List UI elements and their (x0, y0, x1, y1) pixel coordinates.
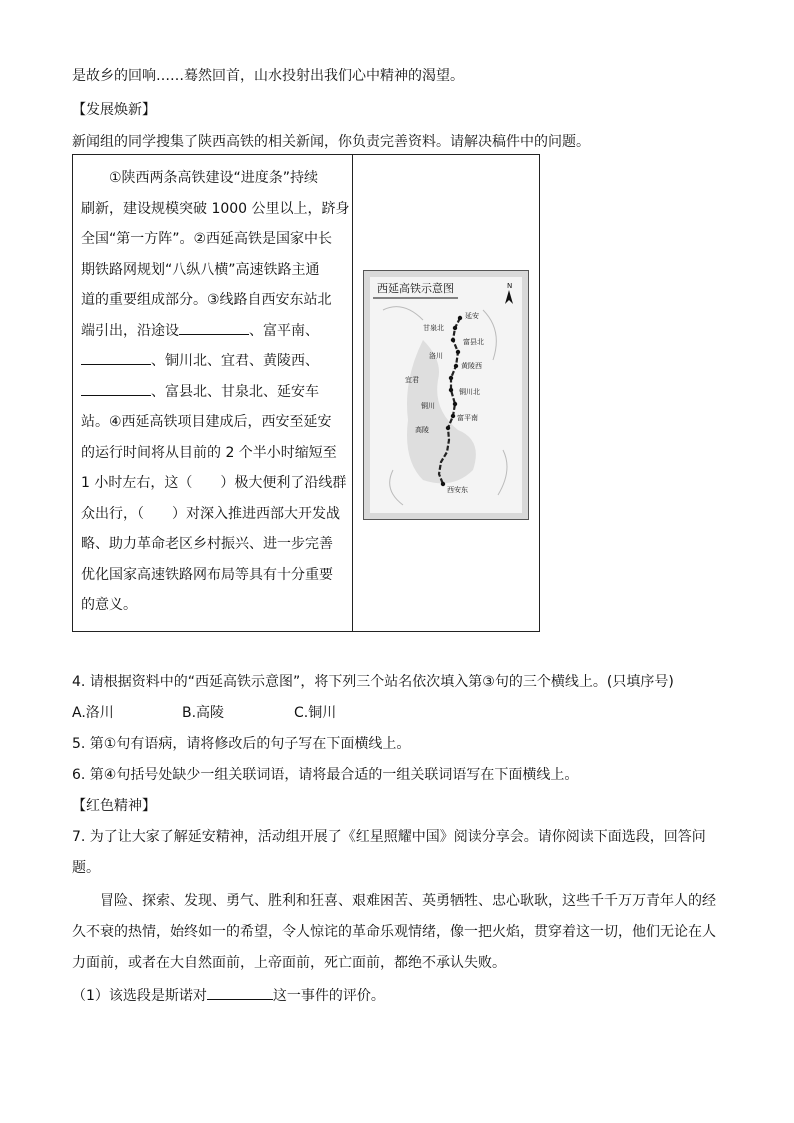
material-line (81, 163, 347, 194)
station-label: 甘泉北 (423, 324, 444, 332)
material-line (81, 499, 347, 530)
station-label: 铜川北 (459, 388, 480, 396)
material-line-text: ①陕西两条高铁建设“进度条”持续 (81, 170, 319, 186)
station-dot (458, 316, 462, 320)
station-label: 西安东 (447, 486, 468, 494)
section-title-development: 【发展焕新】 (72, 102, 156, 118)
station-label: 高陵 (415, 426, 429, 434)
station-dot (441, 482, 445, 486)
station-label: 铜川 (421, 402, 435, 410)
material-line-text: 、富平南、 (249, 322, 319, 339)
question-5: 5. 第①句有语病，请将修改后的句子写在下面横线上。 (72, 736, 411, 752)
material-table (72, 154, 540, 632)
material-line-text: 期铁路网规划“八纵八横”高速铁路主通 (81, 261, 320, 278)
station-dot (446, 426, 450, 430)
intro-line: 是故乡的回响……蓦然回首，山水投射出我们心中精神的渴望。 (72, 68, 464, 84)
material-line (81, 438, 347, 469)
material-line (81, 590, 347, 621)
station-dot (453, 326, 457, 330)
station-dot (449, 388, 453, 392)
station-label: 黄陵西 (461, 362, 482, 370)
passage-line-3: 力面前，或者在大自然面前，上帝面前，死亡面前，都绝不承认失败。 (72, 955, 506, 971)
station-blank[interactable] (81, 350, 151, 365)
material-line-text: 众出行，（ ）对深入推进西部大开发战 (81, 505, 340, 522)
sub1-prefix: （1）该选段是斯诺对 (72, 988, 207, 1004)
station-dot (453, 402, 457, 406)
station-dot (451, 338, 455, 342)
section-title-red: 【红色精神】 (72, 798, 156, 814)
material-line-text: 优化国家高速铁路网布局等具有十分重要 (81, 566, 333, 583)
section-desc: 新闻组的同学搜集了陕西高铁的相关新闻，你负责完善资料。请解决稿件中的问题。 (72, 134, 590, 150)
map-title: 西延高铁示意图 (377, 282, 454, 295)
north-label: N (507, 282, 513, 290)
station-label: 宜君 (405, 376, 419, 384)
sub1-suffix: 这一事件的评价。 (272, 988, 385, 1004)
station-dot (454, 364, 458, 368)
material-line-text: 、富县北、甘泉北、延安车 (151, 383, 319, 400)
station-label: 富平南 (457, 414, 478, 422)
answer-blank[interactable] (207, 985, 273, 1000)
material-line (81, 285, 347, 316)
question-4-options (72, 703, 336, 723)
material-line-text: 、铜川北、宜君、黄陵西、 (151, 353, 319, 369)
material-line (81, 560, 347, 591)
material-line-text: 站。④西延高铁项目建成后，西安至延安 (81, 414, 332, 430)
option-c: C.铜川 (294, 705, 337, 721)
option-b: B.高陵 (182, 705, 225, 721)
station-blank[interactable] (81, 381, 151, 396)
material-line-text: 的意义。 (81, 597, 137, 613)
rail-map (363, 270, 529, 520)
material-line (81, 377, 347, 408)
option-a: A.洛川 (72, 705, 114, 721)
question-7-line2: 题。 (72, 860, 100, 876)
material-line-text: 全国“第一方阵”。②西延高铁是国家中长 (81, 231, 333, 247)
station-label: 延安 (465, 312, 479, 320)
material-line-text: 的运行时间将从目前的 2 个半小时缩短至 (81, 444, 337, 461)
material-line (81, 407, 347, 438)
station-dot (456, 350, 460, 354)
station-blank[interactable] (179, 320, 249, 335)
material-line (81, 468, 347, 499)
material-line (81, 316, 347, 347)
question-7-line1: 7. 为了让大家了解延安精神，活动组开展了《红星照耀中国》阅读分享会。请你阅读下面选段，回答问 (72, 829, 706, 845)
material-line-text: 刷新，建设规模突破 1000 公里以上，跻身 (81, 200, 350, 217)
material-line-text: 端引出，沿途设 (81, 322, 179, 339)
question-4: 4. 请根据资料中的“西延高铁示意图”，将下列三个站名依次填入第③句的三个横线上。(只填序号) (72, 674, 674, 690)
passage-line-2: 久不衰的热情，始终如一的希望，令人惊诧的革命乐观情绪，像一把火焰，贯穿着这一切，他们无论在人 (72, 924, 716, 940)
material-line-text: 道的重要组成部分。③线路自西安东站北 (81, 292, 332, 308)
passage-line-1: 冒险、探索、发现、勇气、胜利和狂喜、艰难困苦、英勇牺牲、忠心耿耿，这些千千万万青年人的经 (72, 893, 716, 909)
table-divider (352, 155, 353, 631)
station-dot (449, 376, 453, 380)
material-line (81, 529, 347, 560)
station-label: 洛川 (429, 352, 443, 360)
station-dot (451, 414, 455, 418)
material-line (81, 224, 347, 255)
material-line (81, 194, 350, 225)
question-7-sub1 (72, 985, 385, 1006)
material-text (81, 163, 350, 621)
material-line (81, 346, 347, 377)
material-line-text: 略、助力革命老区乡村振兴、进一步完善 (81, 536, 333, 552)
material-line-text: 1 小时左右，这（ ）极大便利了沿线群 (81, 475, 347, 491)
station-label: 富县北 (463, 338, 484, 346)
question-6: 6. 第④句括号处缺少一组关联词语，请将最合适的一组关联词语写在下面横线上。 (72, 767, 579, 783)
material-line (81, 255, 347, 286)
